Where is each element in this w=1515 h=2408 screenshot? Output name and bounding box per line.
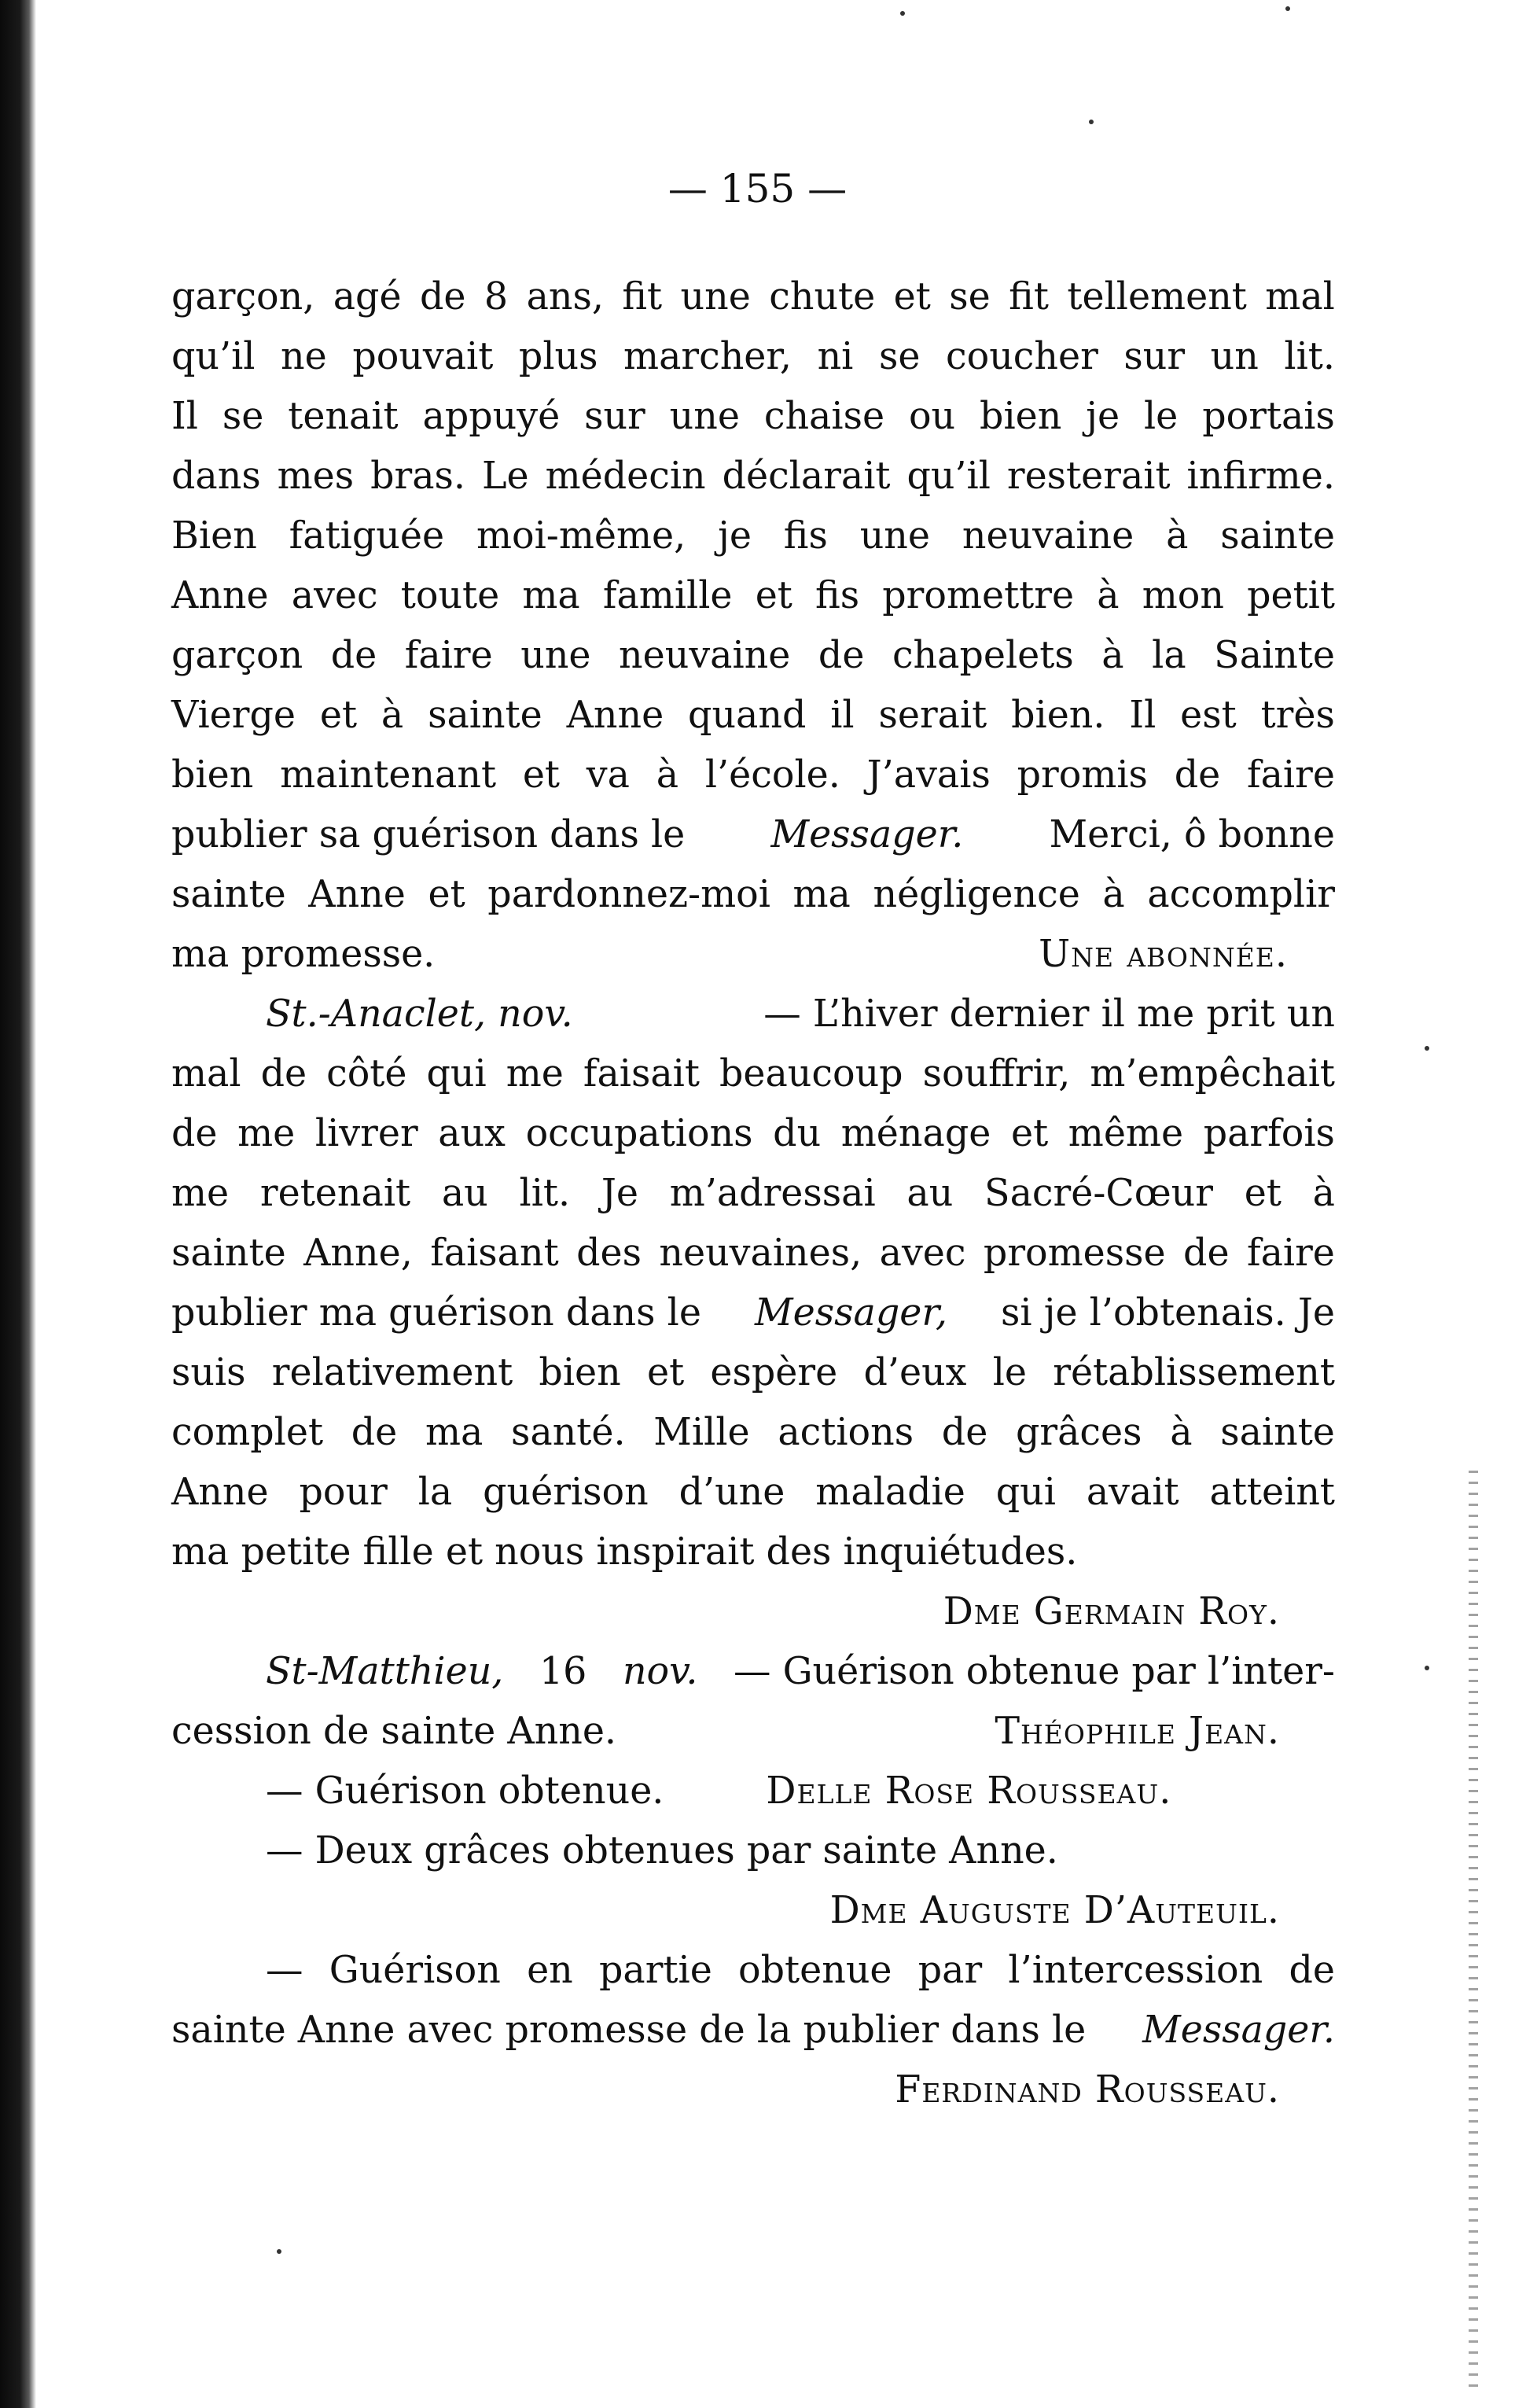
text-line: complet de ma santé. Mille actions de grâces à sainte [171,1411,1335,1454]
text-line: — Deux grâces obtenues par sainte Anne. [266,1829,1058,1872]
page-number: — 155 — [667,166,848,212]
text-line: suis relativement bien et espère d’eux le rétablissement [171,1351,1335,1394]
text-line: — Guérison en partie obtenue par l’intercession de [266,1949,1335,1992]
signature: Delle Rose Rousseau. [766,1769,1172,1813]
text-line: St-Matthieu, 16 nov. — Guérison obtenue par l’inter- [171,1642,1335,1702]
signature: Dme Germain Roy. [943,1590,1280,1633]
text-line: mal de côté qui me faisait beaucoup souffrir, m’empêchait [171,1052,1335,1095]
signature: Ferdinand Rousseau. [895,2068,1280,2112]
text-line: Anne avec toute ma famille et fis promettre à mon petit [171,574,1335,617]
text-line: garçon, agé de 8 ans, fit une chute et se fit tellement mal [171,275,1335,318]
scan-speck [1425,1046,1429,1051]
text-line: St.-Anaclet, nov. — L’hiver dernier il me prit un [171,985,1335,1044]
signature: Dme Auguste D’Auteuil. [829,1889,1280,1932]
text-line: Bien fatiguée moi-même, je fis une neuvaine à sainte [171,514,1335,558]
signature: Théophile Jean. [995,1710,1280,1753]
text-line: Anne pour la guérison d’une maladie qui avait atteint [171,1471,1335,1514]
text-line: publier sa guérison dans le Messager. Merci, ô bonne [171,805,1335,865]
scan-speck [277,2249,281,2254]
signature-line [171,1881,1335,1941]
scan-speck [900,11,905,16]
text-line: Vierge et à sainte Anne quand il serait bien. Il est très [171,694,1335,737]
text-line: cession de sainte Anne. Théophile Jean. [171,1702,1335,1762]
text-line: ma promesse. Une abonnée. [171,925,1335,985]
journal-title: Messager. [1142,2009,1335,2052]
text-line: sainte Anne avec promesse de la publier dans le Messager. [171,2001,1335,2060]
journal-title: Messager. [770,813,964,856]
scan-speck [1425,1666,1429,1670]
text-line: dans mes bras. Le médecin déclarait qu’il resterait infirme. [171,455,1335,498]
text-line: publier ma guérison dans le Messager, si je l’obtenais. Je [171,1283,1335,1343]
journal-title: Messager, [755,1291,947,1335]
text-line: ma petite fille et nous inspirait des inquiétudes. [171,1530,1078,1574]
page-body [171,267,1335,2120]
place-date-month: nov. [622,1650,698,1693]
place-date: St.-Anaclet, nov. [266,992,573,1036]
text-line: bien maintenant et va à l’école. J’avais promis de faire [171,753,1335,797]
text-line: — Guérison obtenue. Delle Rose Rousseau. [266,1769,1172,1813]
text-line: sainte Anne, faisant des neuvaines, avec promesse de faire [171,1232,1335,1275]
text-line: qu’il ne pouvait plus marcher, ni se coucher sur un lit. [171,335,1335,378]
signature-line [171,2060,1335,2120]
scan-speck [1089,120,1094,124]
signature-line [171,1582,1335,1642]
text-line: me retenait au lit. Je m’adressai au Sacré-Cœur et à [171,1172,1335,1215]
scan-margin-noise [1469,1471,1478,2391]
text-line: sainte Anne et pardonnez-moi ma négligence à accomplir [171,873,1335,916]
scan-speck [1285,6,1290,11]
signature: Une abonnée. [1039,933,1288,976]
place-date: St-Matthieu, [266,1650,504,1693]
text-line: garçon de faire une neuvaine de chapelets à la Sainte [171,634,1335,677]
text-line: Il se tenait appuyé sur une chaise ou bien je le portais [171,395,1335,438]
scan-binding-edge [0,0,36,2408]
text-line: de me livrer aux occupations du ménage et même parfois [171,1112,1335,1155]
